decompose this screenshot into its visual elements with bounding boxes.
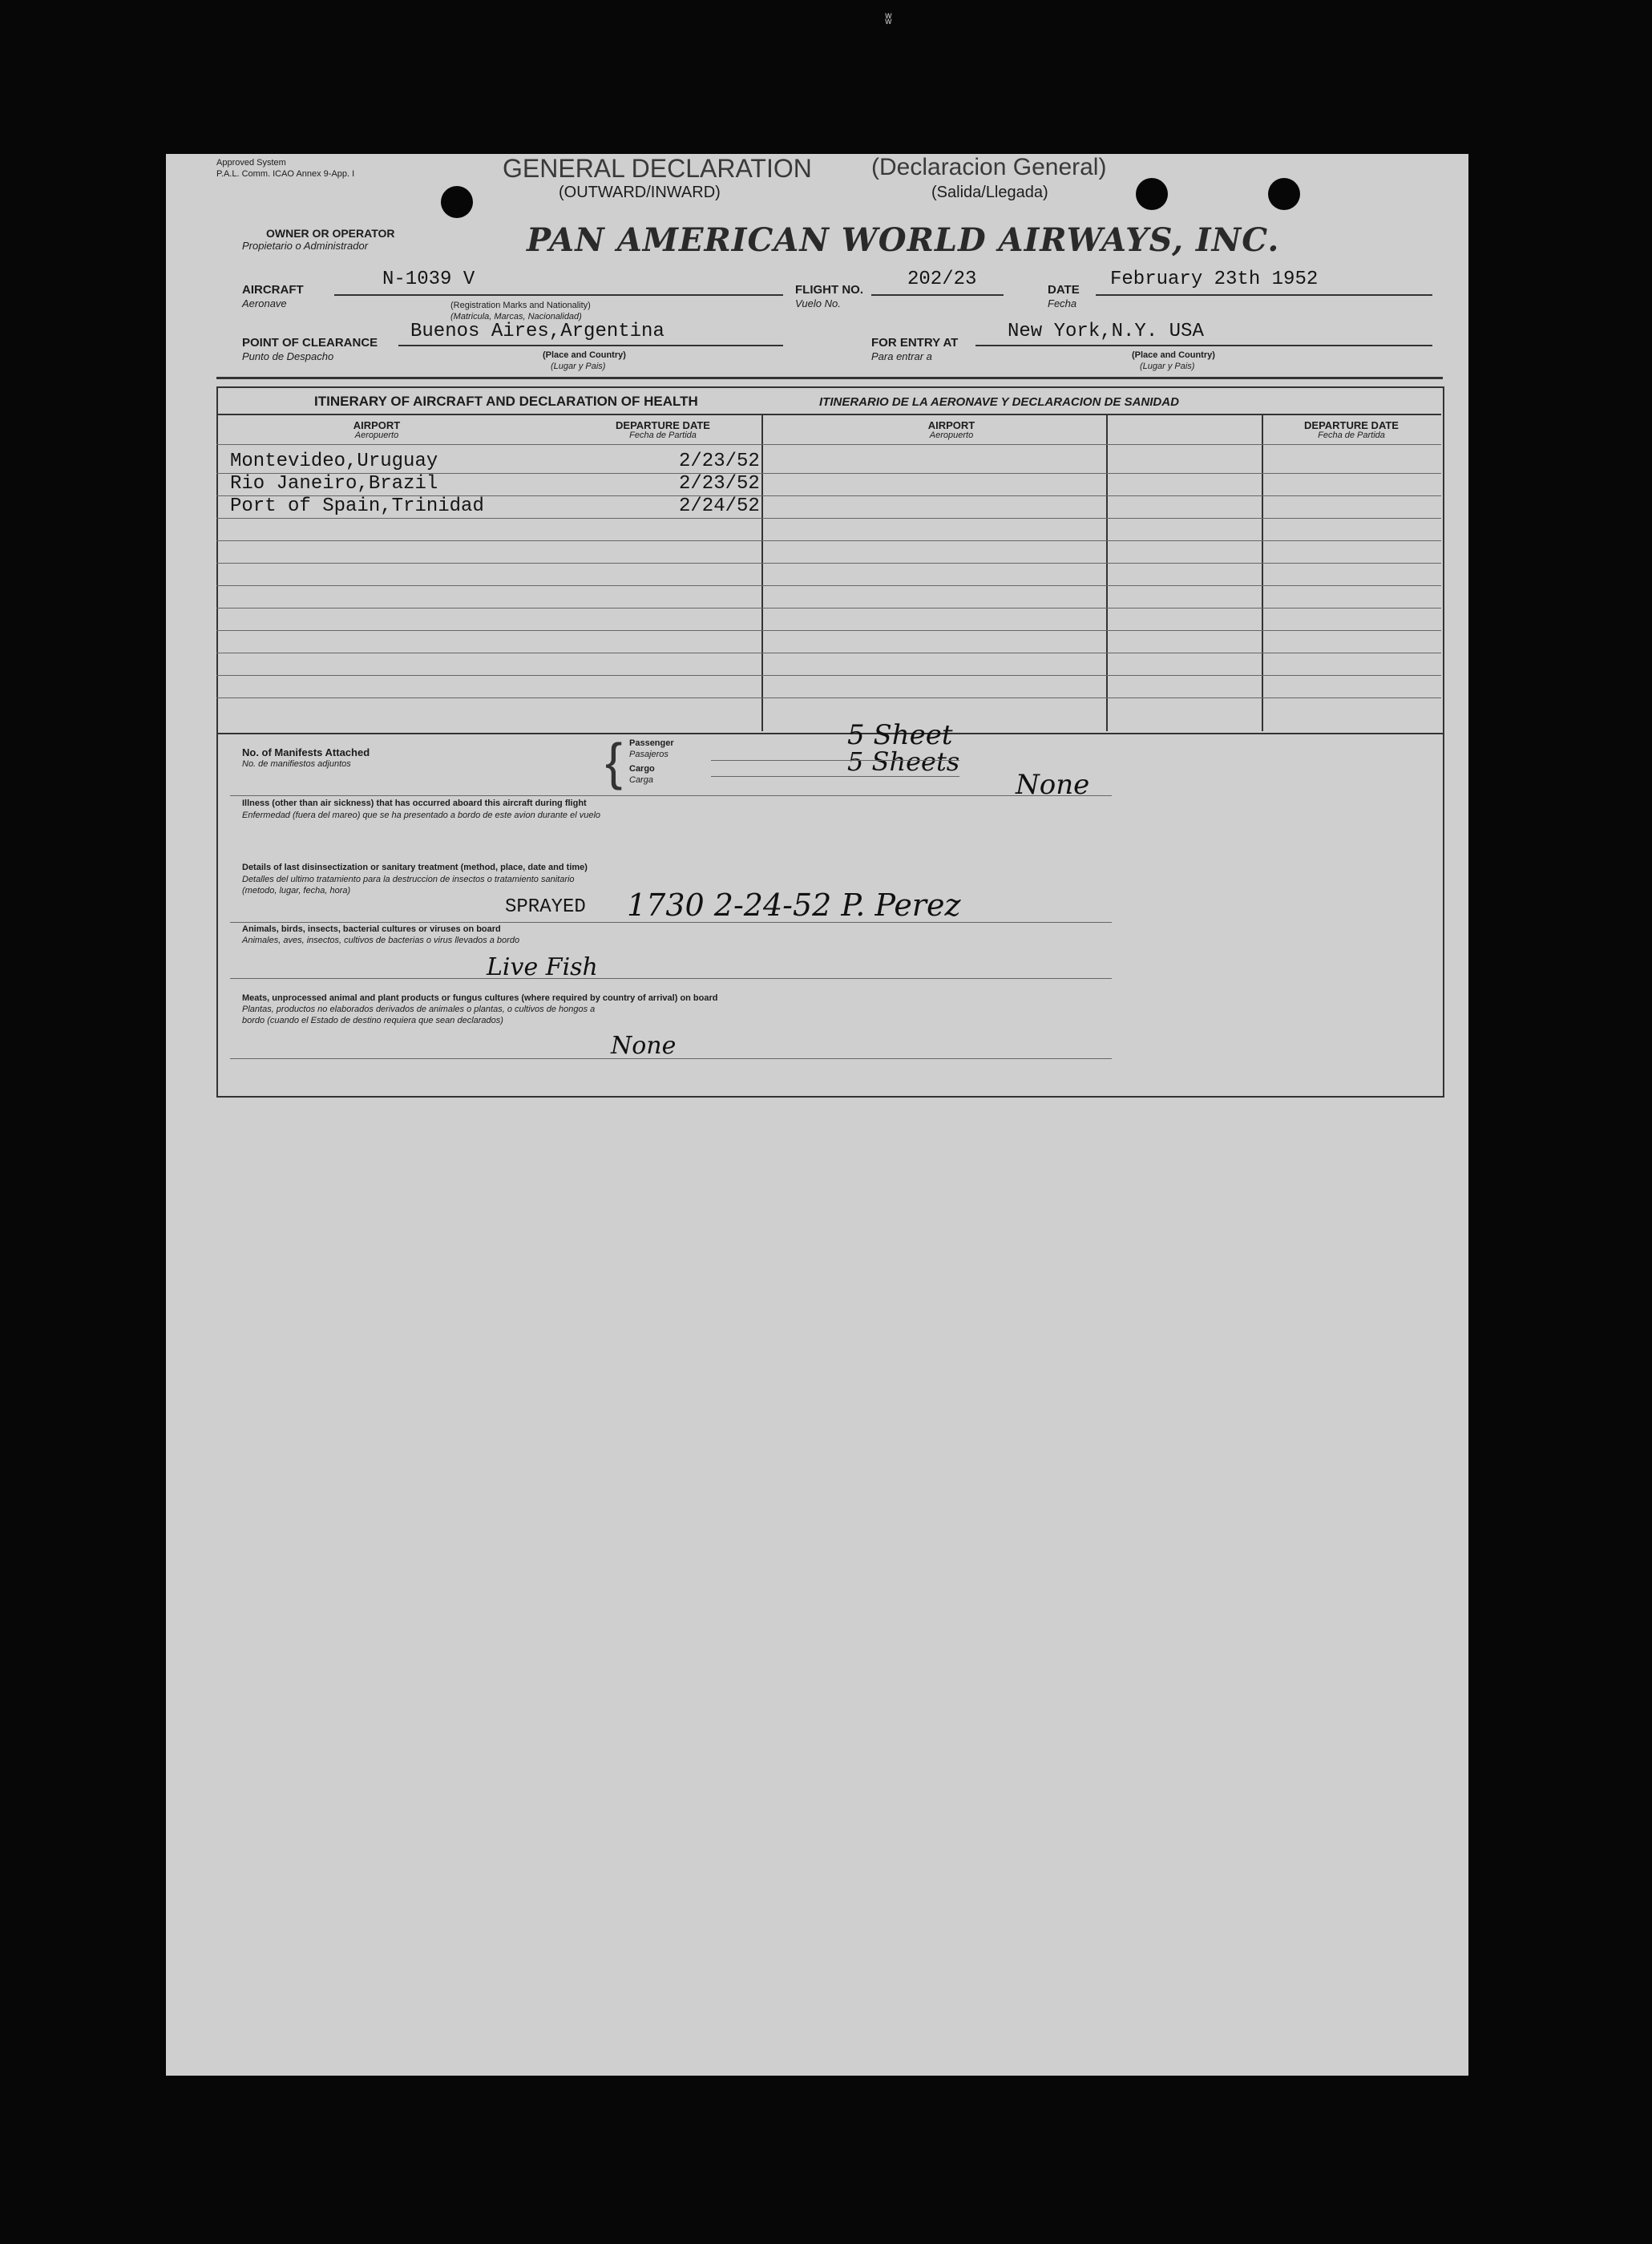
- itinerary-row-line: [216, 630, 1441, 631]
- col-departure-es: Fecha de Partida: [1318, 431, 1385, 440]
- disinsect-label-es: Detalles del ultimo tratamiento para la destruccion de insectos o tratamiento sanitario: [242, 875, 575, 884]
- itinerary-date: 2/24/52: [679, 495, 760, 517]
- clearance-line: [398, 345, 783, 346]
- aircraft-line: [334, 294, 783, 296]
- sprayed-handwriting: 1730 2-24-52 P. Perez: [627, 887, 961, 923]
- disinsect-label-es2: (metodo, lugar, fecha, hora): [242, 886, 351, 896]
- place-note-es: (Lugar y Pais): [551, 362, 606, 371]
- illness-line: [230, 795, 1112, 796]
- animals-line: [230, 978, 1112, 979]
- itinerary-airport: Rio Janeiro,Brazil: [230, 473, 438, 495]
- date-label: DATE: [1048, 283, 1080, 297]
- flight-no-label-es: Vuelo No.: [795, 297, 841, 309]
- form-direction-es: (Salida/Llegada): [931, 184, 1048, 201]
- form-title-es: (Declaracion General): [871, 154, 1107, 180]
- entry-point: New York,N.Y. USA: [1008, 321, 1204, 342]
- manifest-line: [711, 776, 959, 777]
- disinsect-line: [230, 922, 1112, 923]
- place-note-es: (Lugar y Pais): [1140, 362, 1195, 371]
- clearance-point: Buenos Aires,Argentina: [410, 321, 664, 342]
- animals-label: Animals, birds, insects, bacterial cultures or viruses on board: [242, 924, 501, 934]
- section-rule: [216, 377, 1443, 379]
- col-airport: AIRPORT: [353, 419, 401, 431]
- itinerary-divider: [1106, 414, 1108, 731]
- itinerary-row-line: [216, 540, 1441, 541]
- meats-label: Meats, unprocessed animal and plant products or fungus cultures (where required by country of arrival) on board: [242, 993, 718, 1003]
- cargo-manifest-handwriting: 5 Sheets: [847, 746, 960, 777]
- passenger-label: Passenger: [629, 738, 674, 748]
- flight-no-label: FLIGHT NO.: [795, 283, 863, 297]
- place-note: (Place and Country): [1132, 350, 1215, 360]
- passenger-label-es: Pasajeros: [629, 750, 668, 759]
- manifests-label: No. of Manifests Attached: [242, 746, 370, 758]
- meats-handwriting: None: [611, 1032, 677, 1060]
- itinerary-row-line: [216, 518, 1441, 519]
- registration-note-es: (Matricula, Marcas, Nacionalidad): [450, 312, 582, 321]
- itinerary-row-line: [216, 608, 1441, 609]
- itinerary-date: 2/23/52: [679, 473, 760, 495]
- itinerary-divider: [761, 414, 763, 731]
- illness-handwriting: None: [1016, 769, 1090, 801]
- col-airport: AIRPORT: [927, 419, 975, 431]
- form-direction: (OUTWARD/INWARD): [559, 184, 721, 201]
- itinerary-date: 2/23/52: [679, 451, 760, 472]
- sprayed-text: SPRAYED: [505, 896, 586, 918]
- general-declaration-form: [166, 154, 1468, 2076]
- film-mark: ʬ: [885, 11, 892, 27]
- col-airport-es: Aeropuerto: [354, 431, 399, 440]
- flight-number: 202/23: [907, 269, 977, 290]
- itinerary-heading-es: ITINERARIO DE LA AERONAVE Y DECLARACION DE SANIDAD: [819, 395, 1179, 409]
- itinerary-divider: [1262, 414, 1263, 731]
- owner-label: OWNER OR OPERATOR: [266, 227, 395, 240]
- animals-label-es: Animales, aves, insectos, cultivos de bacterias o virus llevados a bordo: [242, 936, 520, 945]
- itinerary-airport: Port of Spain,Trinidad: [230, 495, 484, 517]
- manifest-line: [711, 760, 959, 761]
- disinsect-label: Details of last disinsectization or sanitary treatment (method, place, date and time): [242, 863, 588, 872]
- flight-no-line: [871, 294, 1004, 296]
- itinerary-rule: [216, 414, 1441, 415]
- clearance-label: POINT OF CLEARANCE: [242, 336, 378, 350]
- place-note: (Place and Country): [543, 350, 626, 360]
- date-label-es: Fecha: [1048, 297, 1077, 309]
- col-airport-es: Aeropuerto: [929, 431, 974, 440]
- punch-hole: [1136, 178, 1168, 210]
- itinerary-row-line: [216, 675, 1441, 676]
- entry-label: FOR ENTRY AT: [871, 336, 959, 350]
- form-title: GENERAL DECLARATION: [503, 154, 812, 183]
- itinerary-row-line: [216, 585, 1441, 586]
- owner-label-es: Propietario o Administrador: [242, 240, 369, 252]
- meats-line: [230, 1058, 1112, 1059]
- itinerary-row-line: [216, 697, 1441, 698]
- illness-label: Illness (other than air sickness) that has occurred aboard this aircraft during flight: [242, 799, 587, 808]
- entry-line: [975, 345, 1432, 346]
- date-line: [1096, 294, 1432, 296]
- meats-label-es2: bordo (cuando el Estado de destino requiera que sean declarados): [242, 1016, 503, 1025]
- itinerary-airport: Montevideo,Uruguay: [230, 451, 438, 472]
- punch-hole: [1268, 178, 1300, 210]
- aircraft-label-es: Aeronave: [242, 297, 287, 309]
- cargo-label: Cargo: [629, 764, 655, 774]
- col-departure-es: Fecha de Partida: [629, 431, 697, 440]
- illness-label-es: Enfermedad (fuera del mareo) que se ha presentado a bordo de este avion durante el vuelo: [242, 811, 601, 820]
- aircraft-registration: N-1039 V: [382, 269, 475, 290]
- itinerary-row-line: [216, 563, 1441, 564]
- aircraft-label: AIRCRAFT: [242, 283, 304, 297]
- clearance-label-es: Punto de Despacho: [242, 350, 334, 362]
- meats-label-es: Plantas, productos no elaborados derivados de animales o plantas, o cultivos de hongos a: [242, 1005, 596, 1014]
- col-departure: DEPARTURE DATE: [1304, 419, 1399, 431]
- itinerary-heading: ITINERARY OF AIRCRAFT AND DECLARATION OF HEALTH: [314, 394, 698, 409]
- approval-line: P.A.L. Comm. ICAO Annex 9-App. I: [216, 169, 355, 179]
- flight-date: February 23th 1952: [1110, 269, 1319, 290]
- registration-note: (Registration Marks and Nationality): [450, 301, 591, 310]
- manifests-label-es: No. de manifiestos adjuntos: [242, 759, 351, 769]
- col-departure: DEPARTURE DATE: [616, 419, 710, 431]
- punch-hole: [441, 186, 473, 218]
- airline-name: PAN AMERICAN WORLD AIRWAYS, INC.: [527, 221, 1280, 259]
- cargo-label-es: Carga: [629, 775, 653, 785]
- approval-line: Approved System: [216, 158, 286, 168]
- animals-handwriting: Live Fish: [487, 953, 598, 981]
- itinerary-rule: [216, 444, 1441, 445]
- manifest-brace: {: [605, 733, 623, 790]
- entry-label-es: Para entrar a: [871, 350, 932, 362]
- passenger-manifest-handwriting: 5 Sheet: [847, 719, 953, 751]
